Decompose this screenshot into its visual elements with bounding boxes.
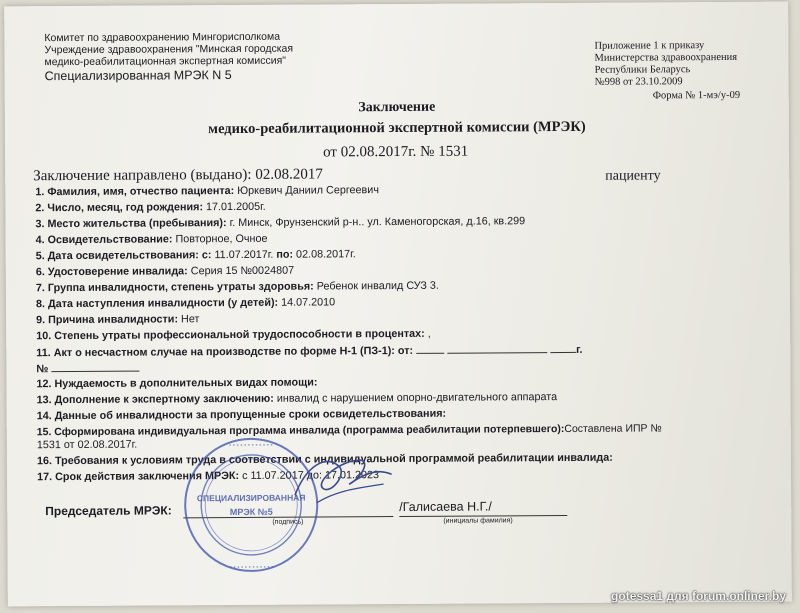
field-15-value-cont: 1531 от 02.08.2017г. xyxy=(36,438,138,452)
field-7-label: 7. Группа инвалидности, степень утраты здоровья: xyxy=(35,280,314,295)
field-1-label: 1. Фамилия, имя, отчество пациента: xyxy=(35,184,235,199)
field-6 xyxy=(36,265,294,280)
org-line-2: Учреждение здравоохранения "Минская городская xyxy=(44,42,294,57)
field-2 xyxy=(35,201,265,215)
field-17-label: 17. Срок действия заключения МРЭК: xyxy=(37,469,240,484)
field-1-value: Юркевич Даниил Сергеевич xyxy=(234,184,379,197)
field-10 xyxy=(36,328,431,343)
field-15-value: Составлена ИПР № xyxy=(564,422,662,435)
field-3-value: г. Минск, Фрунзенский р-н.. ул. Каменогорская, д.16, кв.299 xyxy=(226,215,526,230)
chair-label: Председатель МРЭК: xyxy=(45,503,172,519)
initials-caption: (инициалы фамилия) xyxy=(443,517,513,525)
field-12 xyxy=(36,376,317,391)
field-6-label: 6. Удостоверение инвалида: xyxy=(35,265,188,279)
field-14-label: 14. Данные об инвалидности за пропущенные сроки освидетельствования: xyxy=(36,407,447,423)
stamp-center-line-2: МРЭК №5 xyxy=(229,506,273,518)
field-11-no-label: № xyxy=(36,363,49,376)
field-8-label: 8. Дата наступления инвалидности (у детей): xyxy=(35,296,279,311)
field-12-label: 12. Нуждаемость в дополнительных видах помощи: xyxy=(36,376,318,391)
watermark-text: gotessa1 для forum.onliner.by xyxy=(611,589,786,603)
field-13-label: 13. Дополнение к экспертному заключению: xyxy=(36,392,274,407)
field-11 xyxy=(36,343,582,360)
field-11-number xyxy=(36,362,139,377)
doc-date-number: от 02.08.2017г. № 1531 xyxy=(323,143,469,161)
field-11-year-suffix: г. xyxy=(576,343,583,356)
field-5-label: 5. Дата освидетельствования: с: xyxy=(35,249,212,263)
stamp-center-line-1: СПЕЦИАЛИЗИРОВАННАЯ xyxy=(196,492,306,504)
field-11-day-blank xyxy=(416,344,444,354)
field-2-value: 17.01.2005г. xyxy=(202,200,266,214)
field-5 xyxy=(36,248,356,263)
svg-text:• • • • • • • • • • • •: • • • • • • • • • • • • xyxy=(229,442,273,450)
handwritten-signature xyxy=(287,444,397,515)
field-3-label: 3. Место жительства (пребывания): xyxy=(35,217,227,231)
field-8 xyxy=(36,296,335,311)
field-9 xyxy=(36,313,199,327)
field-16-label: 16. Требования к условиям труда в соответствии с индивидуальной программой реабилитации инвалида: xyxy=(36,451,613,468)
field-2-label: 2. Число, месяц, год рождения: xyxy=(35,201,204,215)
org-line-3: медико-реабилитационная экспертная комиссия" xyxy=(44,54,287,69)
doc-subtitle: медико-реабилитационной экспертной комиссии (МРЭК) xyxy=(208,118,586,138)
field-4 xyxy=(36,233,268,247)
field-15-cont xyxy=(37,439,137,453)
field-7-value: Ребенок инвалид СУЗ 3. xyxy=(313,279,439,293)
field-7 xyxy=(36,280,439,295)
field-11-label: 11. Акт о несчастном случае на производстве по форме Н-1 (ПЗ-1): от: xyxy=(36,344,414,360)
field-4-label: 4. Освидетельствование: xyxy=(35,233,173,247)
annex-line-4: №998 от 23.10.2009 xyxy=(594,76,683,88)
field-3 xyxy=(35,215,525,231)
sent-label: Заключение направлено (выдано): 02.08.2017 xyxy=(33,166,323,185)
field-10-value: , xyxy=(424,327,431,340)
field-5-mid: по: xyxy=(273,248,294,261)
chair-name: /Галисаева Н.Г./ xyxy=(399,499,492,514)
field-8-value: 14.07.2010 xyxy=(278,296,336,309)
field-1 xyxy=(35,184,379,199)
field-11-no-blank xyxy=(51,362,139,373)
field-14 xyxy=(37,408,446,424)
patient-word: пациенту xyxy=(605,168,661,184)
field-11-year-blank xyxy=(550,343,576,353)
org-line-1: Комитет по здравоохранению Мингорисполкома xyxy=(44,30,281,45)
doc-title: Заключение xyxy=(358,99,436,116)
field-10-label: 10. Степень утраты профессиональной трудоспособности в процентах: xyxy=(36,327,425,343)
field-17-value: с 11.07.2017 до: 17.01.2023 xyxy=(239,469,380,482)
form-label: Форма № 1-мэ/у-09 xyxy=(652,89,741,102)
signature-caption: (подпись) xyxy=(272,518,304,526)
annex-line-2: Министерства здравоохранения xyxy=(594,51,738,64)
field-5-value-from: 11.07.2017г. xyxy=(211,248,274,262)
field-13-value: инвалид с нарушением опорно-двигательного аппарата xyxy=(273,391,558,405)
annex-line-1: Приложение 1 к приказу xyxy=(594,40,705,52)
field-13 xyxy=(37,391,558,407)
field-4-value: Повторное, Очное xyxy=(172,232,268,246)
field-15-label: 15. Сформирована индивидуальная программа инвалида (программа реабилитации потерпевшего): xyxy=(36,422,565,439)
field-5-value-to: 02.08.2017г. xyxy=(293,248,356,261)
org-line-4: Специализированная МРЭК N 5 xyxy=(44,68,232,84)
field-11-month-blank xyxy=(447,343,547,354)
field-15 xyxy=(37,422,662,439)
field-9-value: Нет xyxy=(177,313,200,326)
document-page xyxy=(4,2,792,607)
annex-line-3: Республики Беларусь xyxy=(594,64,691,76)
field-9-label: 9. Причина инвалидности: xyxy=(36,313,179,327)
svg-text:• • • • • • • • • • • •: • • • • • • • • • • • • xyxy=(229,564,274,572)
field-6-value: Серия 15 №0024807 xyxy=(187,264,295,278)
